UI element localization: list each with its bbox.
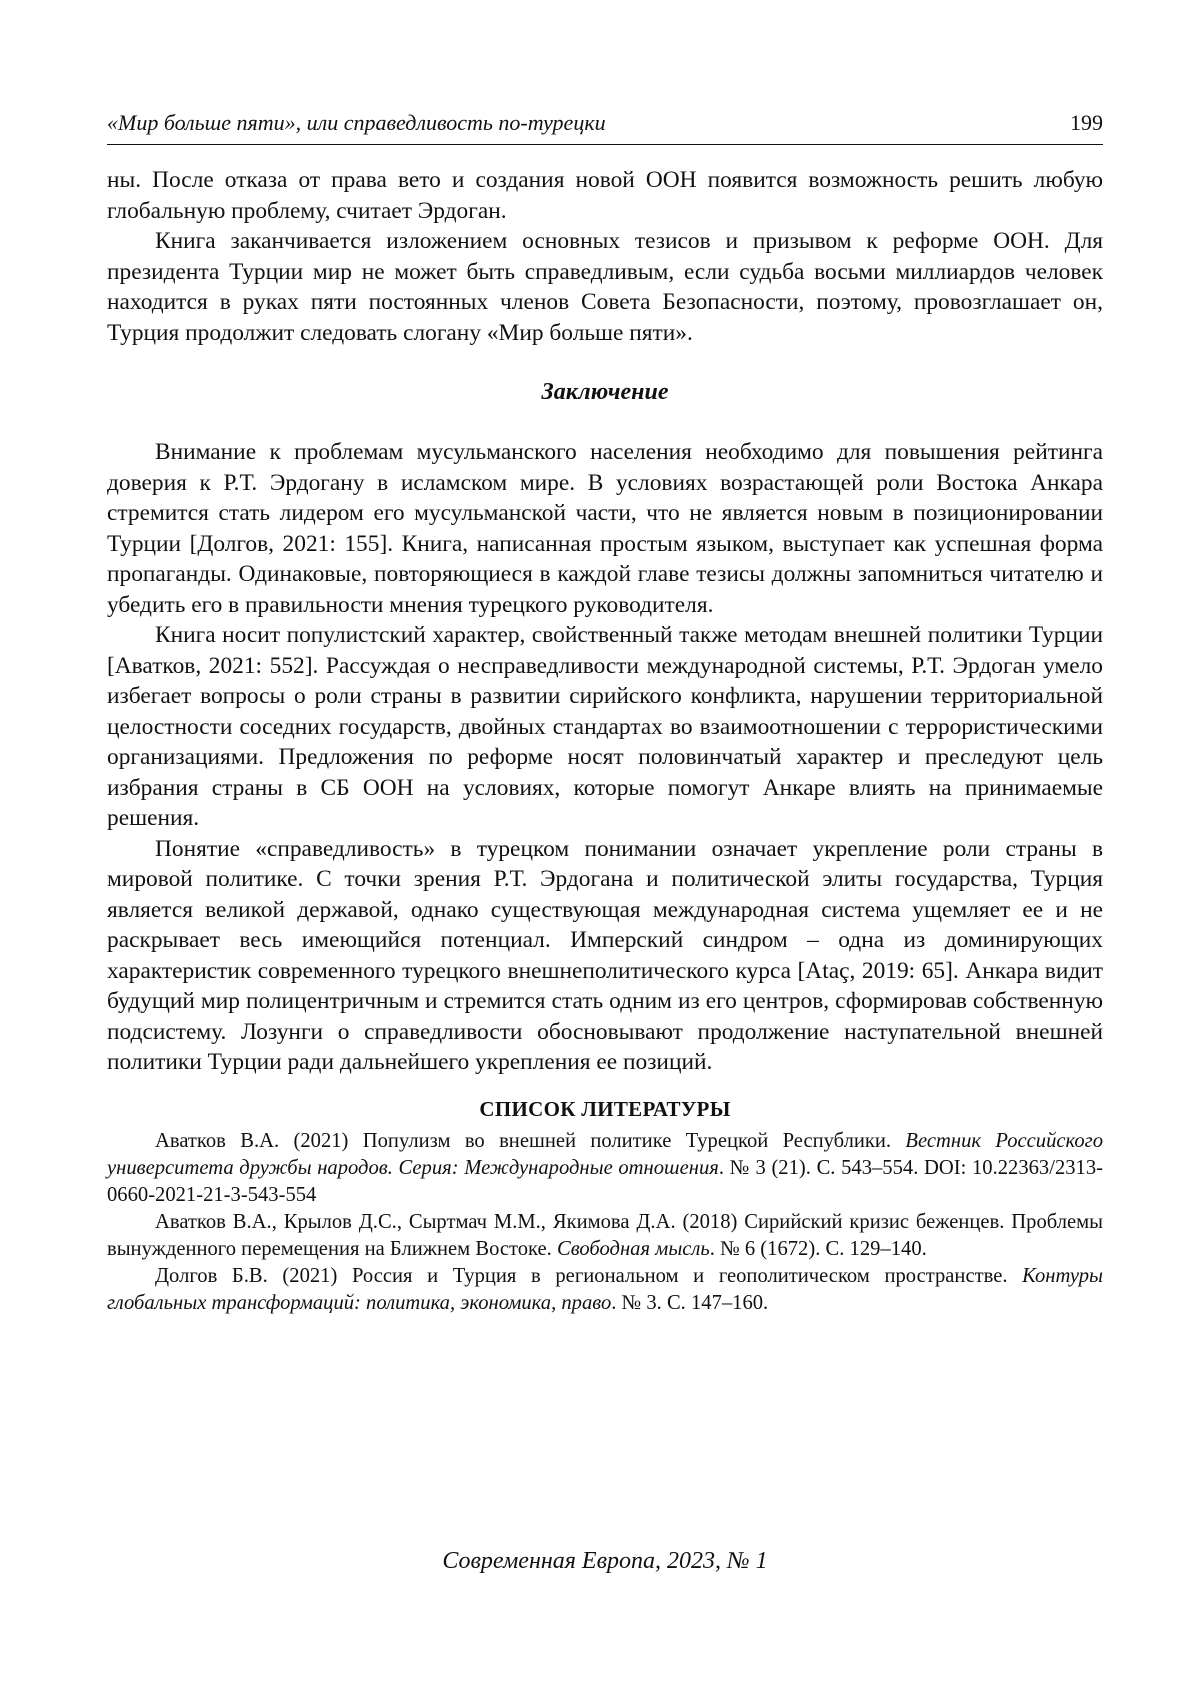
reference-source: Вестник Российского университета дружбы народов. Серия: Международные отношения [107, 1129, 1103, 1179]
reference-source: Контуры глобальных трансформаций: политика, экономика, право [107, 1264, 1103, 1314]
reference-lead: Долгов Б.В. (2021) Россия и Турция в региональном и геополитическом пространстве. [155, 1264, 1023, 1287]
article-body [107, 165, 1103, 1317]
paragraph: Понятие «справедливость» в турецком понимании означает укрепление роли страны в мировой политике. С точки зрения Р.Т. Эрдогана и политической элиты государства, Турция является великой державой, однако существующая международная система ущемляет ее и не раскрывает весь имеющийся потенциал. Имперский синдром – одна из доминирующих характеристик современного турецкого внешнеполитического курса [Ataç, 2019: 65]. Анкара видит будущий мир полицентричным и стремится стать одним из его центров, сформировав собственную подсистему. Лозунги о справедливости обосновывают продолжение наступательной внешней политики Турции ради дальнейшего укрепления ее позиций. [107, 835, 1103, 1075]
journal-page [107, 0, 1103, 1694]
reference-tail: . № 3 (21). С. 543–554. DOI: 10.22363/2313-0660-2021-21-3-543-554 [107, 1156, 1103, 1206]
reference-tail: . № 3. С. 147–160. [611, 1291, 769, 1314]
paragraph: Книга носит популистский характер, свойственный также методам внешней политики Турции [Аватков, 2021: 552]. Рассуждая о несправедливости международной системы, Р.Т. Эрдоган умело избегает вопросы о роли страны в развитии сирийского конфликта, нарушении территориальной целостности соседних государств, двойных стандартах во взаимоотношении с террористическими организациями. Предложения по реформе носят половинчатый характер и преследуют цель избрания страны в СБ ООН на условиях, которые помогут Анкаре влиять на принимаемые решения. [107, 622, 1103, 831]
reference-source: Свободная мысль [556, 1237, 710, 1260]
references-heading: СПИСОК ЛИТЕРАТУРЫ [479, 1096, 731, 1121]
section-heading-conclusion: Заключение [541, 379, 669, 405]
reference-item [107, 1209, 1103, 1263]
paragraph: Книга заканчивается изложением основных тезисов и призывом к реформе ООН. Для президента Турции мир не может быть справедливым, если судьба восьми миллиардов человек находится в руках пяти постоянных членов Совета Безопасности, поэтому, провозглашает он, Турция продолжит следовать слогану «Мир больше пяти». [107, 228, 1103, 346]
running-header-title: «Мир больше пяти», или справедливость по-турецки [107, 110, 606, 135]
reference-item [107, 1263, 1103, 1317]
reference-item [107, 1128, 1103, 1209]
running-footer: Современная Европа, 2023, № 1 [442, 1548, 768, 1574]
reference-lead: Аватков В.А., Крылов Д.С., Сыртмач М.М., Якимова Д.А. (2018) Сирийский кризис беженцев. Проблемы вынужденного перемещения на Ближнем Востоке. [107, 1210, 1103, 1260]
references-list [107, 1128, 1103, 1317]
continued-paragraph: ны. После отказа от права вето и создания новой ООН появится возможность решить любую глобальную проблему, считает Эрдоган. [107, 167, 1103, 224]
page-number: 199 [1070, 110, 1103, 135]
reference-tail: . № 6 (1672). С. 129–140. [709, 1237, 927, 1260]
reference-lead: Аватков В.А. (2021) Популизм во внешней политике Турецкой Республики. [155, 1129, 906, 1152]
paragraph: Внимание к проблемам мусульманского населения необходимо для повышения рейтинга доверия к Р.Т. Эрдогану в исламском мире. В условиях возрастающей роли Востока Анкара стремится стать лидером его мусульманской части, что не является новым в позиционировании Турции [Долгов, 2021: 155]. Книга, написанная простым языком, выступает как успешная форма пропаганды. Одинаковые, повторяющиеся в каждой главе тезисы должны запомниться читателю и убедить его в правильности мнения турецкого руководителя. [107, 439, 1103, 618]
running-header [107, 104, 1103, 145]
